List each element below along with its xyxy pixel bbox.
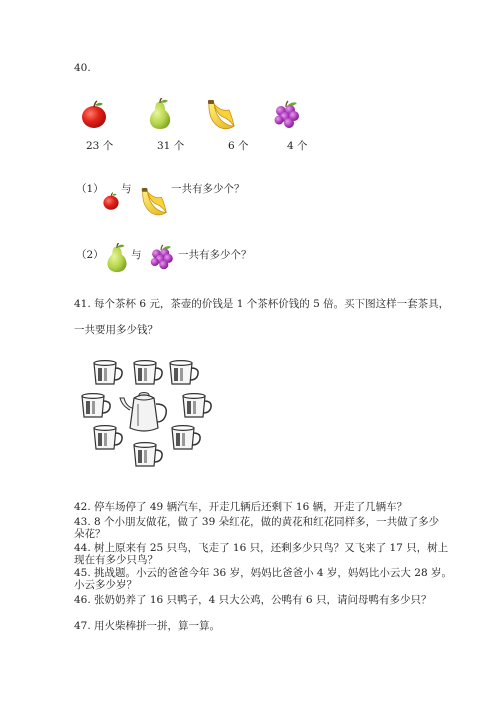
cup-icon <box>170 361 198 384</box>
tea-set-illustration <box>78 358 218 474</box>
grape-icon <box>273 100 301 130</box>
q41-line1: 41. 每个茶杯 6 元，茶壶的价钱是 1 个茶杯价钱的 5 倍。买下图这样一套茶具， <box>74 298 450 310</box>
cup-icon <box>134 361 162 384</box>
q40-sub1-label: （1） <box>76 183 104 195</box>
q40-sub1-ask: 一共有多少个？ <box>171 183 245 195</box>
banana-count: 6 个 <box>228 140 249 152</box>
teapot-icon <box>120 393 166 432</box>
q46-text: 46. 张奶奶养了 16 只鸭子，4 只大公鸡，公鸭有 6 只，请问母鸭有多少只？ <box>74 594 432 606</box>
apple-count: 23 个 <box>86 140 114 152</box>
q41-line2: 一共要用多少钱？ <box>74 324 158 336</box>
cup-icon <box>94 361 122 384</box>
q40-sub2-conj: 与 <box>131 249 142 261</box>
q44-text-line2: 现在有多少只鸟？ <box>74 554 158 566</box>
q40-sub2-label: （2） <box>76 249 104 261</box>
cup-icon <box>183 394 211 417</box>
pear-icon <box>146 98 174 130</box>
q44-text-line1: 44. 树上原来有 25 只鸟，飞走了 16 只，还剩多少只鸟？又飞来了 17 只，树上 <box>74 542 449 554</box>
cup-icon <box>82 394 110 417</box>
pear-count: 31 个 <box>157 140 185 152</box>
q40-sub2-ask: 一共有多少个？ <box>178 249 252 261</box>
grape-count: 4 个 <box>287 140 308 152</box>
q43-text-line1: 43. 8 个小朋友做花，做了 39 朵红花，做的黄花和红花同样多，一共做了多少 <box>74 516 440 528</box>
q45-text-line2: 小云多少岁？ <box>74 579 137 591</box>
cup-icon <box>134 443 162 466</box>
q40-number: 40. <box>74 62 91 74</box>
banana-icon <box>139 188 169 218</box>
cup-icon <box>94 426 122 449</box>
pear-icon <box>103 243 131 273</box>
q47-text: 47. 用火柴棒拼一拼，算一算。 <box>74 620 221 632</box>
q40-sub1-conj: 与 <box>121 183 132 195</box>
apple-icon <box>80 100 108 130</box>
q45-text-line1: 45. 挑战题。小云的爸爸今年 36 岁，妈妈比爸爸小 4 岁，妈妈比小云大 28 岁。 <box>74 567 452 579</box>
apple-icon <box>102 192 120 211</box>
q43-text-line2: 朵花？ <box>74 528 106 540</box>
cup-icon <box>172 426 200 449</box>
q42-text: 42. 停车场停了 49 辆汽车，开走几辆后还剩下 16 辆，开走了几辆车？ <box>74 501 408 513</box>
banana-icon <box>205 100 237 132</box>
grape-icon <box>149 244 175 271</box>
